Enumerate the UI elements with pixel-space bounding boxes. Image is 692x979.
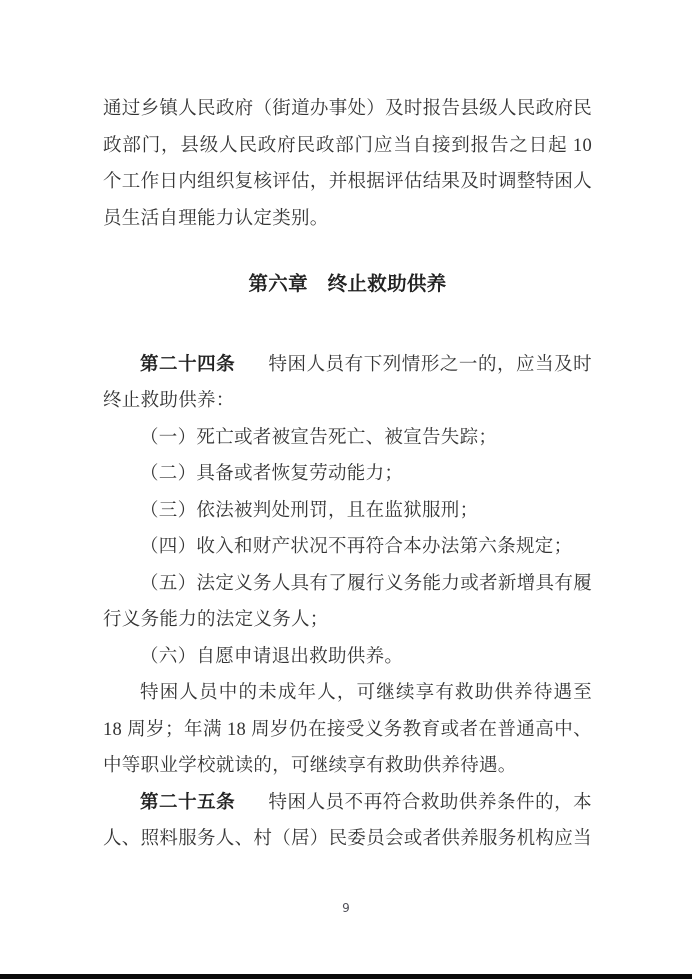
article-24-item-2: （二）具备或者恢复劳动能力； xyxy=(140,464,404,484)
article-24-item-3: （三）依法被判处刑罚，且在监狱服刑； xyxy=(140,500,479,521)
article-25-paragraph xyxy=(103,785,592,858)
bottom-edge-bar xyxy=(0,974,692,979)
article-25-label: 第二十五条 xyxy=(140,792,236,813)
article-24-item-6: （六）自愿申请退出救助供养。 xyxy=(140,646,404,667)
article-24-item-5: （五）法定义务人具有了履行义务能力或者新增具有履行义务能力的法定义务人； xyxy=(103,573,592,630)
page-number: 9 xyxy=(342,901,350,915)
minors-paragraph: 特困人员中的未成年人，可继续享有救助供养待遇至 18 周岁；年满 18 周岁仍在接受义务教育或者在普通高中、中等职业学校就读的，可继续享有救助供养待遇。 xyxy=(103,683,592,776)
article-24-text: 特困人员有下列情形之一的，应当及时终止救助供养： xyxy=(103,354,592,411)
article-24-label: 第二十四条 xyxy=(140,354,236,375)
chapter-heading: 第六章 终止救助供养 xyxy=(248,274,447,295)
continuation-paragraph: 通过乡镇人民政府（街道办事处）及时报告县级人民政府民政部门，县级人民政府民政部门应当自接到报告之日起 10 个工作日内组织复核评估，并根据评估结果及时调整特困人员生活自理能力认定类别。 xyxy=(103,99,592,229)
article-24-item-4: （四）收入和财产状况不再符合本办法第六条规定； xyxy=(140,537,573,557)
article-24-item-1: （一）死亡或者被宣告死亡、被宣告失踪； xyxy=(140,427,498,448)
article-25-text: 特困人员不再符合救助供养条件的，本人、照料服务人、村（居）民委员会或者供养服务机构应当 xyxy=(103,792,592,849)
article-24-paragraph xyxy=(103,347,592,420)
